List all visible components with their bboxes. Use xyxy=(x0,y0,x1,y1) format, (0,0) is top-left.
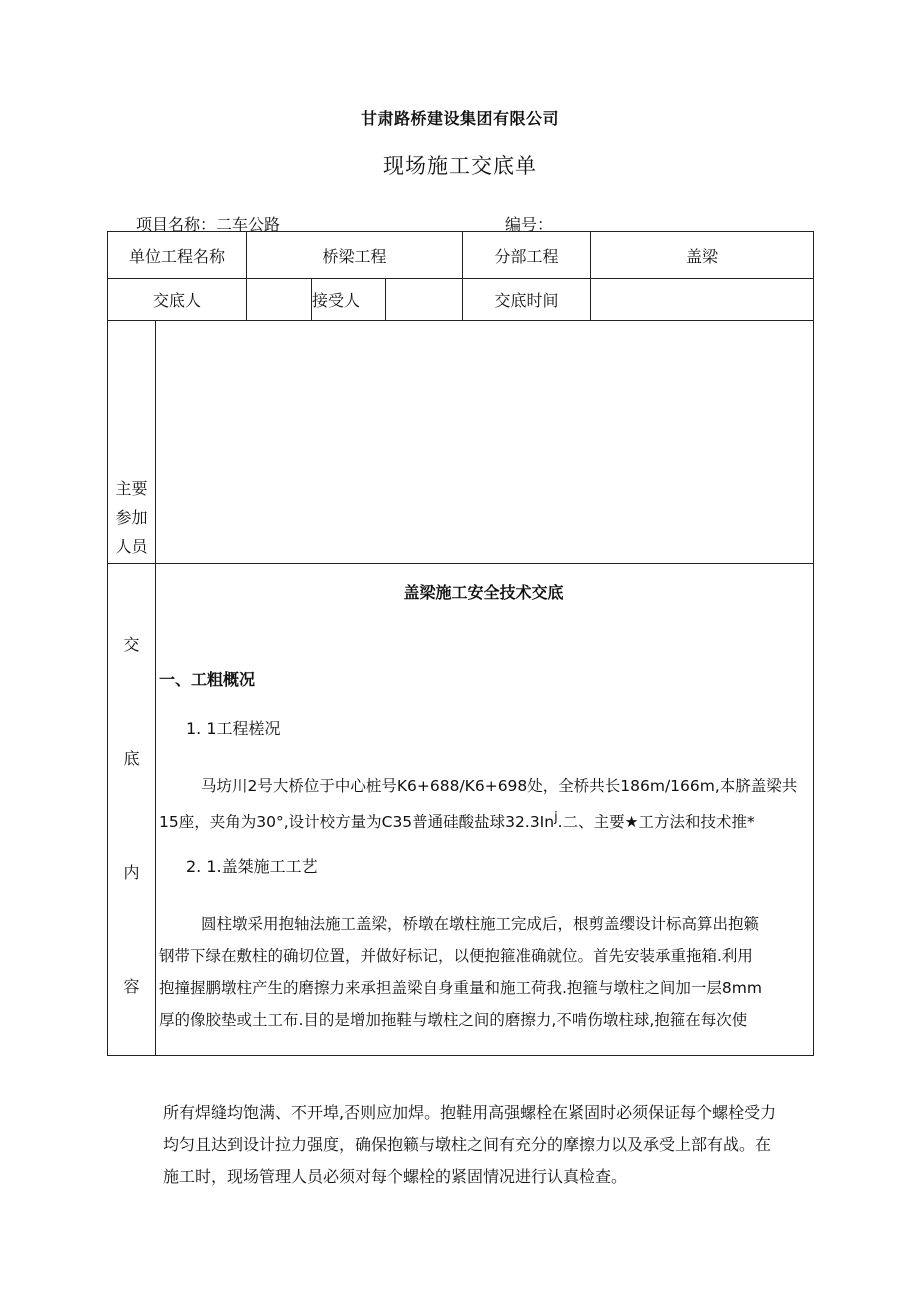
table-row xyxy=(108,232,814,279)
paragraph-line: 圆柱墩采用抱轴法施工盖梁，桥墩在墩柱施工完成后，根剪盖缨设计标高算出抱籁 xyxy=(201,915,760,933)
participants-label xyxy=(108,321,156,564)
paragraph-line: 均匀且达到设计拉力强度，确保抱籁与墩柱之间有充分的摩擦力以及承受上部有战。在 xyxy=(163,1135,772,1154)
paragraph-line: 施工时，现场管理人员必须对每个螺栓的紧固情况进行认真检查。 xyxy=(163,1167,628,1186)
paragraph-line: 厚的像胶垫或土工布.目的是增加拖鞋与墩柱之间的磨擦力,不啃伤墩柱球,抱箍在每次使 xyxy=(159,1011,748,1029)
paragraph-line: 15座，夹角为30°,设计校方量为C35普通硅酸盐球32.3In$^j$.二、主要★工方法和技术推* xyxy=(159,810,755,832)
sub-project-value: 盖梁 xyxy=(591,232,814,279)
subheading-construction-process: 2. 1.盖桀施工工艺 xyxy=(186,857,318,876)
company-name: 甘肃路桥建设集团有限公司 xyxy=(360,109,559,128)
content-side-char: 交 xyxy=(123,635,140,654)
content-side-char: 内 xyxy=(123,863,140,882)
content-side-char: 底 xyxy=(123,749,140,768)
serial-number-label: 编号： xyxy=(505,215,554,234)
participants-value xyxy=(156,321,814,564)
table-row xyxy=(108,564,814,1056)
paragraph-line: 抱撞握鹏墩柱产生的磨擦力来承担盖梁自身重量和施工荷我.抱箍与墩柱之间加一层8mm xyxy=(159,979,762,997)
handover-time-value xyxy=(591,279,814,321)
paragraph-line: 钢带下绿在敷柱的确切位置，并做好标记，以便抱箍准确就位。首先安装承重拖箱.利用 xyxy=(159,947,753,965)
handover-person-value xyxy=(247,279,312,321)
content-side-char: 容 xyxy=(123,977,140,996)
paragraph-overview xyxy=(159,770,809,838)
participants-label-line: 参加 xyxy=(115,508,148,527)
participants-label-line: 主要 xyxy=(115,479,148,498)
paragraph-line: 所有焊缝均饱满、不开埠,否则应加焊。抱鞋用高强螺栓在紧固时必须保证每个螺栓受力 xyxy=(163,1103,777,1122)
heading-overview: 一、工粗概况 xyxy=(159,670,256,689)
handover-person-label: 交底人 xyxy=(108,279,247,321)
subheading-project-overview: 1. 1工程槎况 xyxy=(186,719,281,738)
content-side-label xyxy=(108,564,156,1056)
paragraph-line: 马坊川2号大桥位于中心桩号K6+688/K6+698处，全桥共长186m∕166m,本脐盖梁共 xyxy=(201,777,798,795)
project-name: 项目名称：二车公路 xyxy=(136,215,281,234)
unit-project-value: 桥梁工程 xyxy=(247,232,463,279)
participants-label-line: 人员 xyxy=(115,537,148,556)
sub-project-label: 分部工程 xyxy=(463,232,591,279)
handover-content xyxy=(156,564,814,1056)
unit-project-label: 单位工程名称 xyxy=(108,232,247,279)
section-title: 盖梁施工安全技术交底 xyxy=(403,583,564,602)
table-row xyxy=(108,321,814,564)
continued-paragraph xyxy=(163,1097,843,1193)
receiver-value xyxy=(386,279,463,321)
document-title: 现场施工交底单 xyxy=(383,154,537,178)
handover-time-label: 交底时间 xyxy=(463,279,591,321)
paragraph-process xyxy=(159,908,809,1036)
handover-form-table xyxy=(107,231,814,1056)
table-row xyxy=(108,279,814,321)
receiver-label: 接受人 xyxy=(312,279,386,321)
